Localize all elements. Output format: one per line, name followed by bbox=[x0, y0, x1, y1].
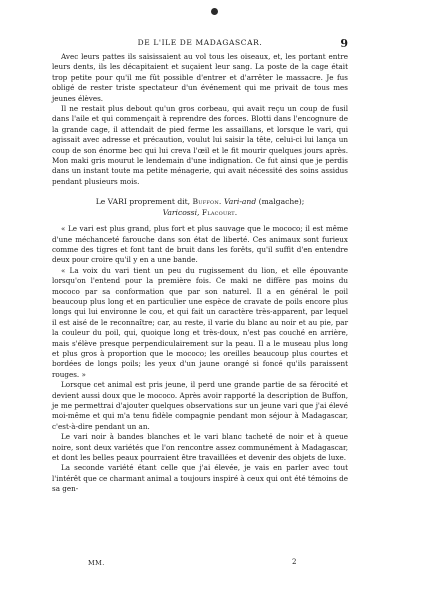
heading-name: Vari-and bbox=[223, 197, 257, 207]
section-heading bbox=[52, 197, 348, 207]
running-title: DE L'ILE DE MADAGASCAR. bbox=[137, 38, 263, 47]
paragraph: « La voix du vari tient un peu du rugissement du lion, et elle épouvante lorsqu'on l'entend pour la première fois. Ce maki ne diffère pas moins du mococo par sa conformation que par son naturel. Il a en général le poil beaucoup plus long et en particulier une espèce de cravate de poils encore plus longs qui lui environne le cou, et qui fait un caractère très-apparent, par lequel il est aisé de le reconnaître; car, au reste, il varie du blanc au noir et au pie, par la couleur du poil, qui, quoique long et très-doux, n'est pas couché en arrière, mais s'élève presque perpendiculairement sur la peau. Il a le museau plus long et plus gros à proportion que le mococo; les oreilles beaucoup plus courtes et bordées de longs poils; les yeux d'un jaune orangé si foncé qu'ils paraissent rouges. » bbox=[52, 265, 348, 379]
paragraph: Le vari noir à bandes blanches et le vari blanc tacheté de noir et à queue noire, sont deux variétés que l'on rencontre assez communément à Madagascar, et dont les belles peaux pourraient être travaillées et devenir des objets de luxe. bbox=[52, 432, 348, 463]
paragraph: Avec leurs pattes ils saisissaient au vol tous les oiseaux, et, les portant entre leurs dents, ils les décapitaient et suçaient leur sang. La poste de la cage était trop petite pour qu'il me fût possible d'entrer et d'arrêter le massacre. Je fus obligé de rester triste spectateur d'un événement qui me privait de tous mes jeunes élèves. bbox=[52, 52, 348, 103]
paragraph: Lorsque cet animal est pris jeune, il perd une grande partie de sa férocité et devient aussi doux que le mococo. Après avoir rapporté la description de Buffon, je me permettrai d'ajouter quelques observations sur un jeune vari que j'ai élevé moi-même et qui m'a tenu fidèle compagnie pendant mon séjour à Madagascar, c'est-à-dire pendant un an. bbox=[52, 380, 348, 431]
signature-number: 2 bbox=[292, 558, 297, 566]
heading-suffix: (malgache); bbox=[258, 197, 305, 207]
paragraph: La seconde variété étant celle que j'ai élevée, je vais en parler avec tout l'intérêt que ce charmant animal a toujours inspiré à ceux qui ont été témoins de sa gen- bbox=[52, 463, 348, 494]
running-header bbox=[52, 38, 348, 52]
section-subheading bbox=[52, 208, 348, 218]
signature-mark: MM. bbox=[88, 559, 105, 567]
heading-prefix: Le VARI proprement dit, bbox=[95, 197, 191, 207]
sub-author: Flacourt. bbox=[201, 207, 238, 217]
paragraph: « Le vari est plus grand, plus fort et plus sauvage que le mococo; il est même d'une méchanceté farouche dans son état de liberté. Ces animaux sont furieux comme des tigres et font tant de bruit dans les forêts, qu'il suffit d'en entendre deux pour croire qu'il y en a une bande. bbox=[52, 224, 348, 265]
heading-author: Buffon. bbox=[192, 197, 222, 207]
top-ornament-dot bbox=[211, 8, 218, 15]
body-text bbox=[52, 52, 348, 495]
page-number: 9 bbox=[340, 37, 348, 50]
sub-name: Varicossi, bbox=[162, 207, 200, 217]
paragraph: Il ne restait plus debout qu'un gros corbeau, qui avait reçu un coup de fusil dans l'aile et qui commençait à reprendre des forces. Blotti dans l'encognure de la grande cage, il attendait de pied ferme les assaillans, et lorsque le vari, qui agissait avec adresse et précaution, voulut lui saisir la tête, celui-ci lui lança un coup de son énorme bec qui lui creva l'œil et le fit mourir quelques jours après. Mon maki gris mourut le lendemain d'une indignation. Ce fut ainsi que je perdis dans un instant toute ma petite ménagerie, qui avait nécessité des soins assidus pendant plusieurs mois. bbox=[52, 104, 348, 186]
